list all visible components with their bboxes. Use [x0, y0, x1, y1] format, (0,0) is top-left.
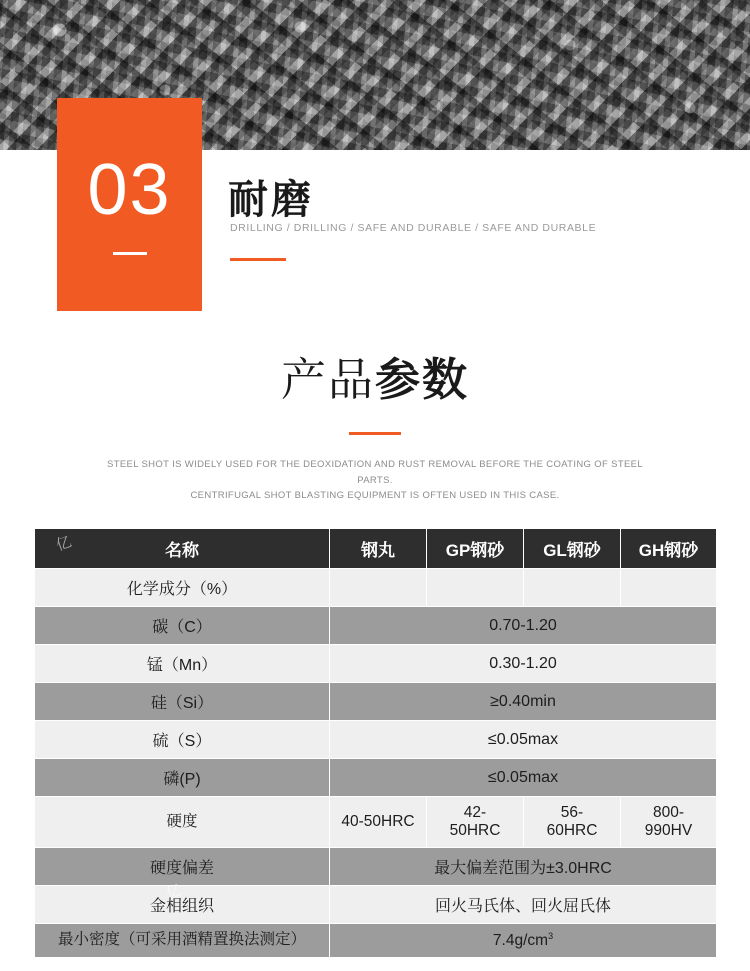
params-english-line-1: STEEL SHOT IS WIDELY USED FOR THE DEOXIDATION AND RUST REMOVAL BEFORE THE COATING OF STEEL PARTS. — [107, 459, 643, 486]
spec-table-wrapper — [34, 528, 716, 958]
section-number: 03 — [87, 150, 172, 230]
row-label-chemical-composition: 化学成分（%） — [35, 569, 330, 607]
row-value-silicon: ≥0.40min — [330, 683, 717, 721]
row-label-min-density: 最小密度（可采用酒精置换法测定） — [35, 923, 330, 957]
row-value-min-density — [330, 923, 717, 957]
row-value-chemical-composition-3 — [524, 569, 621, 607]
section-number-box — [57, 98, 202, 311]
spec-table — [34, 528, 717, 958]
hardness-gp-line1: 42- — [463, 804, 487, 822]
table-row — [35, 797, 717, 848]
table-row — [35, 923, 717, 957]
row-label-phosphorus: 磷(P) — [35, 759, 330, 797]
params-title — [0, 354, 750, 405]
params-english-line-2: CENTRIFUGAL SHOT BLASTING EQUIPMENT IS OFTEN USED IN THIS CASE. — [190, 490, 560, 502]
hardness-gh-line2: 990HV — [644, 821, 693, 839]
table-row — [35, 885, 717, 923]
row-label-hardness: 硬度 — [35, 797, 330, 848]
section-accent-divider — [230, 258, 286, 261]
params-title-bold: 参数 — [375, 354, 470, 405]
row-value-chemical-composition — [330, 569, 427, 607]
table-row — [35, 569, 717, 607]
watermark-1: 亿 — [54, 533, 76, 555]
row-value-metallographic: 回火马氏体、回火屈氏体 — [330, 885, 717, 923]
params-english-description — [95, 457, 655, 504]
hardness-gl-line2: 60HRC — [546, 821, 598, 839]
row-value-hardness-gl — [524, 797, 621, 848]
hardness-gh-line1: 800- — [652, 804, 685, 822]
table-header-cell-gp: GP钢砂 — [427, 529, 524, 569]
row-value-sulfur: ≤0.05max — [330, 721, 717, 759]
row-value-hardness-gh — [621, 797, 717, 848]
table-header-cell-gh: GH钢砂 — [621, 529, 717, 569]
row-value-hardness-gp — [427, 797, 524, 848]
table-header-cell-name: 名称 — [35, 529, 330, 569]
table-header-cell-gl: GL钢砂 — [524, 529, 621, 569]
row-label-sulfur: 硫（S） — [35, 721, 330, 759]
table-row — [35, 847, 717, 885]
row-label-silicon: 硅（Si） — [35, 683, 330, 721]
row-label-manganese: 锰（Mn） — [35, 645, 330, 683]
row-value-chemical-composition-4 — [621, 569, 717, 607]
row-label-hardness-deviation: 硬度偏差 — [35, 847, 330, 885]
min-density-value: 7.4g/cm — [492, 931, 549, 949]
row-value-hardness-shot: 40-50HRC — [330, 797, 427, 848]
row-label-carbon: 碳（C） — [35, 607, 330, 645]
table-row — [35, 683, 717, 721]
table-row — [35, 759, 717, 797]
row-value-phosphorus: ≤0.05max — [330, 759, 717, 797]
hardness-gp-line2: 50HRC — [449, 821, 501, 839]
row-label-metallographic: 金相组织 — [35, 885, 330, 923]
table-row — [35, 645, 717, 683]
watermark-2: 亿 — [164, 881, 186, 903]
min-density-exponent: 3 — [548, 930, 554, 941]
section-header — [0, 150, 750, 315]
row-value-hardness-deviation: 最大偏差范围为±3.0HRC — [330, 847, 717, 885]
hardness-gl-line1: 56- — [560, 804, 584, 822]
section-number-divider — [113, 252, 147, 255]
section-title: 耐磨 — [228, 178, 314, 222]
table-header-row — [35, 529, 717, 569]
row-value-carbon: 0.70-1.20 — [330, 607, 717, 645]
row-value-manganese: 0.30-1.20 — [330, 645, 717, 683]
params-accent-divider — [349, 432, 401, 435]
table-row — [35, 607, 717, 645]
table-row — [35, 721, 717, 759]
row-value-chemical-composition-2 — [427, 569, 524, 607]
table-header-cell-shot: 钢丸 — [330, 529, 427, 569]
section-subtitle: DRILLING / DRILLING / SAFE AND DURABLE / SAFE AND DURABLE — [230, 222, 597, 234]
params-title-light: 产品 — [280, 354, 375, 405]
